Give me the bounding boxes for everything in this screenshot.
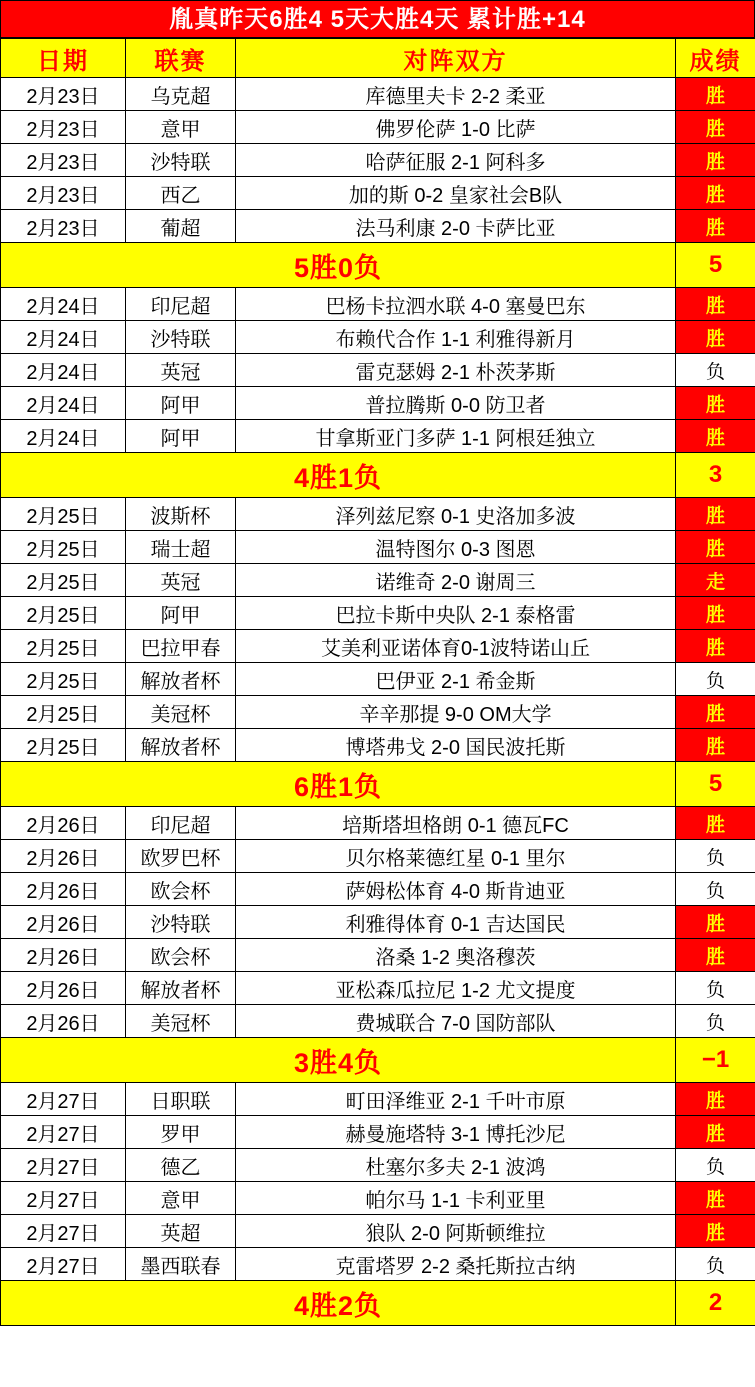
cell-league: 阿甲 xyxy=(126,597,236,630)
cell-league: 意甲 xyxy=(126,111,236,144)
cell-match: 法马利康 2-0 卡萨比亚 xyxy=(236,210,676,243)
cell-league: 英超 xyxy=(126,1215,236,1248)
cell-date: 2月25日 xyxy=(1,696,126,729)
cell-match: 町田泽维亚 2-1 千叶市原 xyxy=(236,1083,676,1116)
cell-result: 胜 xyxy=(676,111,755,144)
column-header-league: 联赛 xyxy=(126,39,236,78)
cell-match: 哈萨征服 2-1 阿科多 xyxy=(236,144,676,177)
cell-league: 日职联 xyxy=(126,1083,236,1116)
cell-date: 2月25日 xyxy=(1,564,126,597)
cell-match: 库德里夫卡 2-2 柔亚 xyxy=(236,78,676,111)
summary-label: 4胜2负 xyxy=(1,1281,676,1326)
cell-result: 胜 xyxy=(676,1116,755,1149)
cell-league: 欧会杯 xyxy=(126,939,236,972)
cell-result: 胜 xyxy=(676,696,755,729)
cell-match: 温特图尔 0-3 图恩 xyxy=(236,531,676,564)
cell-league: 德乙 xyxy=(126,1149,236,1182)
cell-league: 英冠 xyxy=(126,354,236,387)
cell-league: 瑞士超 xyxy=(126,531,236,564)
cell-date: 2月26日 xyxy=(1,906,126,939)
table-row xyxy=(1,873,755,906)
cell-league: 解放者杯 xyxy=(126,972,236,1005)
cell-match: 利雅得体育 0-1 吉达国民 xyxy=(236,906,676,939)
cell-league: 阿甲 xyxy=(126,420,236,453)
summary-value: 2 xyxy=(676,1281,755,1326)
table-row xyxy=(1,1005,755,1038)
cell-league: 印尼超 xyxy=(126,807,236,840)
cell-date: 2月23日 xyxy=(1,111,126,144)
cell-date: 2月24日 xyxy=(1,321,126,354)
cell-result: 胜 xyxy=(676,630,755,663)
cell-result: 胜 xyxy=(676,939,755,972)
table-row xyxy=(1,78,755,111)
cell-date: 2月23日 xyxy=(1,144,126,177)
cell-date: 2月23日 xyxy=(1,210,126,243)
cell-match: 克雷塔罗 2-2 桑托斯拉古纳 xyxy=(236,1248,676,1281)
summary-row xyxy=(1,762,755,807)
cell-date: 2月24日 xyxy=(1,387,126,420)
cell-match: 费城联合 7-0 国防部队 xyxy=(236,1005,676,1038)
table-header-row xyxy=(1,39,755,78)
cell-date: 2月26日 xyxy=(1,807,126,840)
column-header-result: 成绩 xyxy=(676,39,755,78)
cell-date: 2月25日 xyxy=(1,663,126,696)
cell-result: 负 xyxy=(676,663,755,696)
cell-match: 亚松森瓜拉尼 1-2 尤文提度 xyxy=(236,972,676,1005)
table-row xyxy=(1,210,755,243)
table-row xyxy=(1,177,755,210)
table-row xyxy=(1,840,755,873)
summary-label: 6胜1负 xyxy=(1,762,676,807)
cell-match: 甘拿斯亚门多萨 1-1 阿根廷独立 xyxy=(236,420,676,453)
cell-result: 负 xyxy=(676,1149,755,1182)
results-table xyxy=(0,38,755,1326)
column-header-match: 对阵双方 xyxy=(236,39,676,78)
cell-result: 胜 xyxy=(676,1182,755,1215)
cell-date: 2月25日 xyxy=(1,729,126,762)
cell-result: 胜 xyxy=(676,807,755,840)
cell-match: 布赖代合作 1-1 利雅得新月 xyxy=(236,321,676,354)
cell-league: 沙特联 xyxy=(126,321,236,354)
cell-league: 葡超 xyxy=(126,210,236,243)
cell-result: 负 xyxy=(676,972,755,1005)
cell-league: 美冠杯 xyxy=(126,696,236,729)
cell-result: 胜 xyxy=(676,420,755,453)
cell-result: 负 xyxy=(676,1248,755,1281)
table-row xyxy=(1,564,755,597)
cell-date: 2月27日 xyxy=(1,1182,126,1215)
cell-league: 印尼超 xyxy=(126,288,236,321)
cell-match: 雷克瑟姆 2-1 朴茨茅斯 xyxy=(236,354,676,387)
table-row xyxy=(1,111,755,144)
table-row xyxy=(1,630,755,663)
column-header-date: 日期 xyxy=(1,39,126,78)
cell-match: 巴拉卡斯中央队 2-1 泰格雷 xyxy=(236,597,676,630)
summary-label: 3胜4负 xyxy=(1,1038,676,1083)
cell-date: 2月25日 xyxy=(1,597,126,630)
cell-match: 艾美利亚诺体育0-1波特诺山丘 xyxy=(236,630,676,663)
cell-date: 2月27日 xyxy=(1,1215,126,1248)
cell-result: 胜 xyxy=(676,144,755,177)
cell-league: 解放者杯 xyxy=(126,663,236,696)
cell-result: 负 xyxy=(676,873,755,906)
cell-result: 胜 xyxy=(676,387,755,420)
cell-date: 2月24日 xyxy=(1,420,126,453)
table-row xyxy=(1,288,755,321)
cell-league: 美冠杯 xyxy=(126,1005,236,1038)
cell-result: 胜 xyxy=(676,498,755,531)
table-row xyxy=(1,597,755,630)
cell-result: 胜 xyxy=(676,729,755,762)
table-row xyxy=(1,729,755,762)
cell-date: 2月26日 xyxy=(1,972,126,1005)
cell-league: 解放者杯 xyxy=(126,729,236,762)
cell-match: 佛罗伦萨 1-0 比萨 xyxy=(236,111,676,144)
cell-league: 沙特联 xyxy=(126,906,236,939)
cell-match: 巴杨卡拉泗水联 4-0 塞曼巴东 xyxy=(236,288,676,321)
table-row xyxy=(1,531,755,564)
cell-result: 胜 xyxy=(676,321,755,354)
cell-match: 杜塞尔多夫 2-1 波鸿 xyxy=(236,1149,676,1182)
cell-result: 胜 xyxy=(676,906,755,939)
cell-date: 2月25日 xyxy=(1,531,126,564)
cell-match: 狼队 2-0 阿斯顿维拉 xyxy=(236,1215,676,1248)
cell-result: 负 xyxy=(676,1005,755,1038)
table-row xyxy=(1,1149,755,1182)
cell-result: 胜 xyxy=(676,597,755,630)
cell-league: 西乙 xyxy=(126,177,236,210)
table-row xyxy=(1,663,755,696)
cell-match: 萨姆松体育 4-0 斯肯迪亚 xyxy=(236,873,676,906)
table-row xyxy=(1,972,755,1005)
table-row xyxy=(1,354,755,387)
cell-result: 胜 xyxy=(676,177,755,210)
table-row xyxy=(1,498,755,531)
summary-value: 5 xyxy=(676,762,755,807)
cell-date: 2月26日 xyxy=(1,873,126,906)
cell-league: 沙特联 xyxy=(126,144,236,177)
cell-date: 2月26日 xyxy=(1,939,126,972)
summary-label: 4胜1负 xyxy=(1,453,676,498)
cell-match: 博塔弗戈 2-0 国民波托斯 xyxy=(236,729,676,762)
cell-date: 2月26日 xyxy=(1,840,126,873)
cell-result: 胜 xyxy=(676,531,755,564)
table-row xyxy=(1,807,755,840)
table-row xyxy=(1,1182,755,1215)
summary-value: 3 xyxy=(676,453,755,498)
cell-result: 胜 xyxy=(676,78,755,111)
cell-date: 2月25日 xyxy=(1,498,126,531)
cell-result: 胜 xyxy=(676,1083,755,1116)
cell-league: 波斯杯 xyxy=(126,498,236,531)
cell-match: 巴伊亚 2-1 希金斯 xyxy=(236,663,676,696)
cell-result: 负 xyxy=(676,354,755,387)
table-row xyxy=(1,144,755,177)
cell-match: 辛辛那提 9-0 OM大学 xyxy=(236,696,676,729)
summary-row xyxy=(1,243,755,288)
summary-value: −1 xyxy=(676,1038,755,1083)
cell-match: 加的斯 0-2 皇家社会B队 xyxy=(236,177,676,210)
cell-result: 胜 xyxy=(676,210,755,243)
cell-match: 赫曼施塔特 3-1 博托沙尼 xyxy=(236,1116,676,1149)
cell-match: 普拉腾斯 0-0 防卫者 xyxy=(236,387,676,420)
table-row xyxy=(1,906,755,939)
cell-match: 泽列兹尼察 0-1 史洛加多波 xyxy=(236,498,676,531)
cell-result: 胜 xyxy=(676,288,755,321)
cell-date: 2月27日 xyxy=(1,1116,126,1149)
cell-result: 负 xyxy=(676,840,755,873)
cell-league: 墨西联春 xyxy=(126,1248,236,1281)
cell-league: 乌克超 xyxy=(126,78,236,111)
table-row xyxy=(1,1248,755,1281)
cell-league: 欧会杯 xyxy=(126,873,236,906)
cell-result: 胜 xyxy=(676,1215,755,1248)
cell-date: 2月27日 xyxy=(1,1248,126,1281)
cell-league: 英冠 xyxy=(126,564,236,597)
cell-league: 巴拉甲春 xyxy=(126,630,236,663)
summary-value: 5 xyxy=(676,243,755,288)
cell-match: 帕尔马 1-1 卡利亚里 xyxy=(236,1182,676,1215)
table-row xyxy=(1,696,755,729)
table-row xyxy=(1,939,755,972)
cell-date: 2月26日 xyxy=(1,1005,126,1038)
cell-result: 走 xyxy=(676,564,755,597)
cell-match: 诺维奇 2-0 谢周三 xyxy=(236,564,676,597)
table-row xyxy=(1,1116,755,1149)
cell-date: 2月27日 xyxy=(1,1149,126,1182)
cell-league: 欧罗巴杯 xyxy=(126,840,236,873)
cell-league: 罗甲 xyxy=(126,1116,236,1149)
summary-row xyxy=(1,1038,755,1083)
table-row xyxy=(1,1215,755,1248)
table-row xyxy=(1,321,755,354)
cell-date: 2月24日 xyxy=(1,288,126,321)
table-row xyxy=(1,387,755,420)
table-body xyxy=(1,78,755,1326)
cell-date: 2月24日 xyxy=(1,354,126,387)
summary-row xyxy=(1,453,755,498)
cell-date: 2月27日 xyxy=(1,1083,126,1116)
cell-league: 阿甲 xyxy=(126,387,236,420)
cell-match: 培斯塔坦格朗 0-1 德瓦FC xyxy=(236,807,676,840)
page-title: 胤真昨天6胜4 5天大胜4天 累计胜+14 xyxy=(0,0,755,38)
cell-match: 洛桑 1-2 奥洛穆茨 xyxy=(236,939,676,972)
cell-date: 2月25日 xyxy=(1,630,126,663)
cell-date: 2月23日 xyxy=(1,177,126,210)
table-row xyxy=(1,420,755,453)
cell-match: 贝尔格莱德红星 0-1 里尔 xyxy=(236,840,676,873)
summary-row xyxy=(1,1281,755,1326)
summary-label: 5胜0负 xyxy=(1,243,676,288)
cell-league: 意甲 xyxy=(126,1182,236,1215)
cell-date: 2月23日 xyxy=(1,78,126,111)
table-row xyxy=(1,1083,755,1116)
